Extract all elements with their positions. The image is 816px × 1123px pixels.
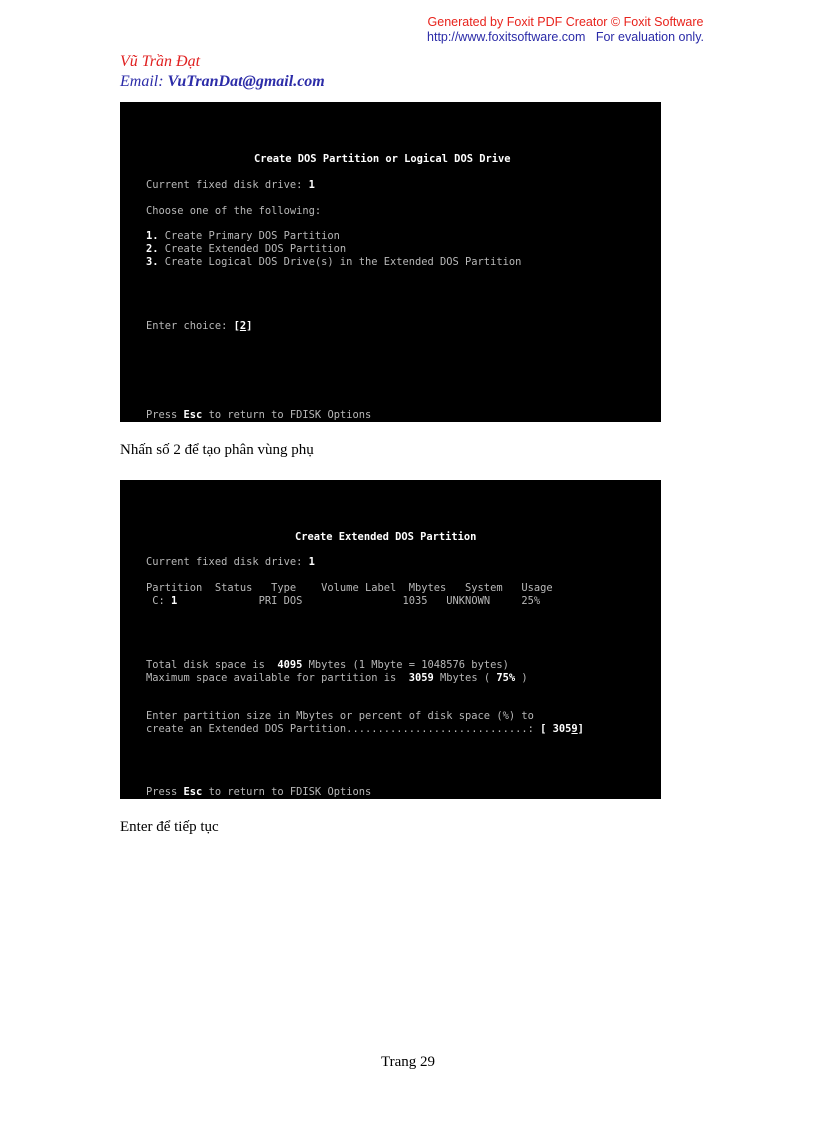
- current-drive-value: 1: [308, 556, 315, 568]
- menu-option-2: [146, 243, 346, 256]
- esc-hint-prefix: Press: [146, 409, 184, 421]
- total-space-value: 4095: [277, 659, 303, 671]
- total-disk-space-line: [146, 659, 509, 672]
- watermark-line-1: Generated by Foxit PDF Creator © Foxit Software: [427, 15, 704, 29]
- max-space-value: 3059: [408, 672, 434, 684]
- size-bracket-close: ]: [577, 723, 584, 735]
- current-drive-label: Current fixed disk drive:: [146, 556, 309, 568]
- total-space-unit: Mbytes (1 Mbyte = 1048576 bytes): [302, 659, 509, 671]
- esc-hint-prefix: Press: [146, 786, 184, 798]
- screen-title: Create DOS Partition or Logical DOS Drive: [254, 153, 511, 165]
- size-input-value: 305: [552, 723, 572, 735]
- fdisk-screenshot-create-partition-menu: [120, 102, 661, 422]
- email-label: Email:: [120, 73, 168, 90]
- partition-table-header: Partition Status Type Volume Label Mbytes System Usage: [146, 582, 553, 594]
- partition-table-row: [146, 595, 540, 608]
- max-space-line: [146, 672, 528, 685]
- menu-option-text: Create Extended DOS Partition: [158, 243, 347, 255]
- page-number-footer: Trang 29: [380, 1054, 436, 1070]
- choose-prompt: Choose one of the following:: [146, 205, 322, 217]
- menu-option-number: 3.: [146, 256, 159, 268]
- esc-hint-suffix: to return to FDISK Options: [202, 409, 372, 421]
- current-drive-line: [146, 179, 315, 192]
- size-prompt-line-1: Enter partition size in Mbytes or percent of disk space (%) to: [146, 710, 534, 722]
- esc-hint-suffix: to return to FDISK Options: [202, 786, 372, 798]
- max-space-close: ): [515, 672, 528, 684]
- caption-step-2: Enter để tiếp tục: [120, 819, 219, 835]
- partition-drive-letter: C:: [146, 595, 172, 607]
- total-space-label: Total disk space is: [146, 659, 278, 671]
- menu-option-number: 2.: [146, 243, 159, 255]
- pdf-watermark: [427, 15, 704, 45]
- fdisk-screenshot-extended-partition: [120, 480, 661, 799]
- size-prompt-line-2: [146, 723, 584, 736]
- partition-number: 1: [171, 595, 178, 607]
- choice-bracket-open: [: [233, 320, 240, 332]
- partition-details: PRI DOS 1035 UNKNOWN 25%: [177, 595, 541, 607]
- current-drive-label: Current fixed disk drive:: [146, 179, 309, 191]
- size-prompt-text: create an Extended DOS Partition.............................:: [146, 723, 541, 735]
- menu-option-3: [146, 256, 521, 269]
- max-space-label: Maximum space available for partition is: [146, 672, 409, 684]
- watermark-line-2: http://www.foxitsoftware.com For evaluation only.: [427, 30, 704, 44]
- menu-option-number: 1.: [146, 230, 159, 242]
- menu-option-text: Create Primary DOS Partition: [158, 230, 340, 242]
- esc-hint: [146, 786, 371, 799]
- choice-bracket-close: ]: [246, 320, 253, 332]
- size-bracket-open: [: [540, 723, 553, 735]
- menu-option-1: [146, 230, 340, 243]
- author-name: Vũ Trần Đạt: [120, 53, 201, 70]
- screen-title: Create Extended DOS Partition: [295, 531, 477, 543]
- esc-key-label: Esc: [183, 409, 203, 421]
- size-input-cursor: 9: [571, 723, 578, 735]
- menu-option-text: Create Logical DOS Drive(s) in the Extended DOS Partition: [158, 256, 522, 268]
- current-drive-value: 1: [308, 179, 315, 191]
- author-email: VuTranDat@gmail.com: [167, 73, 325, 90]
- choice-input-value: 2: [239, 320, 247, 332]
- enter-choice-label: Enter choice:: [146, 320, 234, 332]
- esc-key-label: Esc: [183, 786, 203, 798]
- max-space-percent: 75%: [496, 672, 516, 684]
- enter-choice-line: [146, 320, 252, 333]
- caption-step-1: Nhấn số 2 để tạo phân vùng phụ: [120, 442, 314, 458]
- max-space-unit: Mbytes (: [433, 672, 497, 684]
- esc-hint: [146, 409, 371, 422]
- author-block: [120, 52, 325, 92]
- current-drive-line: [146, 556, 315, 569]
